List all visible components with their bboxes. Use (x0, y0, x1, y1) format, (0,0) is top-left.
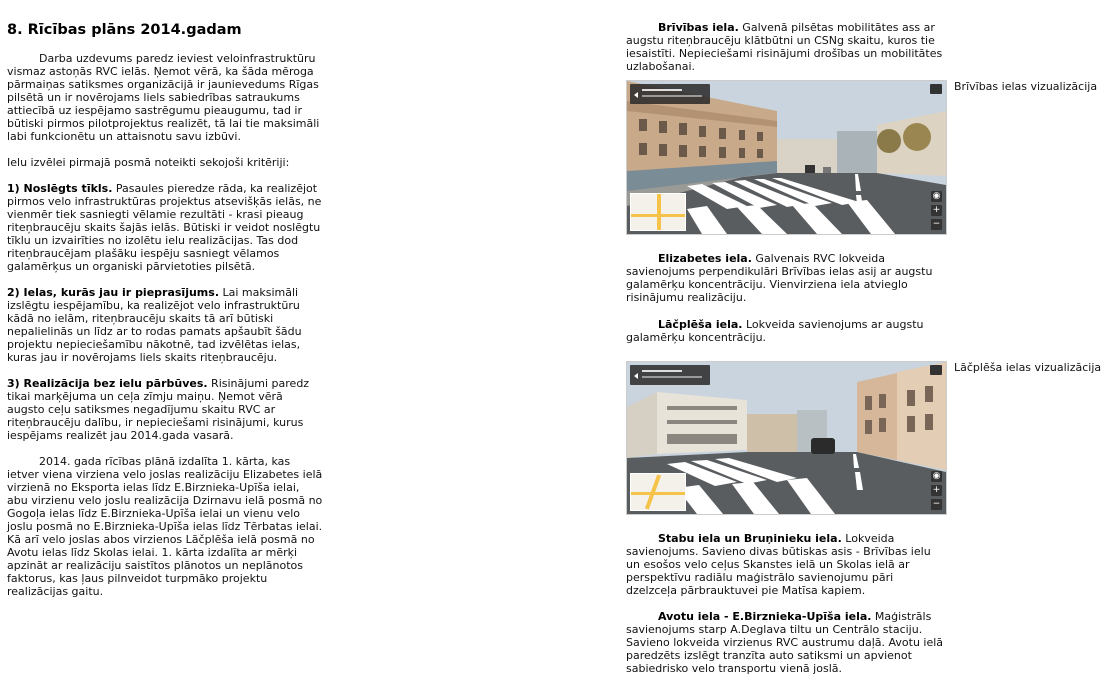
location-card (630, 84, 710, 104)
left-column (7, 52, 323, 598)
compass-icon[interactable]: ◉ (932, 191, 941, 201)
street-avotu-text: Maģistrāls savienojums starp A.Deglava tiltu un Centrālo staciju. Savieno lokveida virzienus RVC austrumu daļā. Avotu ielā paredzēts izslēgt tranzīta auto satiksmi un apvienot sabiedrisko velo transportu vienā joslā. (626, 610, 944, 675)
page-title: 8. Rīcības plāns 2014.gadam (7, 22, 242, 38)
back-arrow-icon[interactable] (634, 92, 638, 98)
street-lacplesa-text: Lokveida savienojums ar augstu galamērķu koncentrāciju. (626, 318, 924, 344)
street-brivibas (626, 21, 944, 73)
compass-icon[interactable]: ◉ (932, 471, 941, 481)
intro-paragraph: Darba uzdevums paredz ieviest veloinfrastruktūru vismaz astoņās RVC ielās. Ņemot vērā, ka šāda mēroga pārmaiņas satiksmes organizācijā ir jaunievedums Rīgas pilsētā un ir novērojams liels sabiedrības satraukums attiecībā uz iespējamo sastrēgumu pieaugumu, tad ir būtiski pirmos pilotprojektus realizēt, tā lai tie maksimāli labi funkcionētu un attaisnotu savu izbūvi. (7, 52, 320, 143)
street-stabu-name: Stabu iela un Bruņinieku iela. (658, 532, 842, 545)
street-elizabetes-text: Galvenais RVC lokveida savienojums perpendikulāri Brīvības ielas asij ar augstu galamērķu koncentrāciju. Vienvirziena iela atvieglo risinājumu realizāciju. (626, 252, 933, 304)
closing-paragraph: 2014. gada rīcības plānā izdalīta 1. kārta, kas ietver viena virziena velo joslas realizāciju Elizabetes ielā virzienā no Eksporta ielas līdz E.Birznieka-Upīša ielai, abu virzienu velo joslu realizācija Dzirnavu ielā posmā no Gogoļa ielas līdz E.Birznieka-Upīša ielai un vienu velo joslu posmā no E.Birznieka-Upīša ielas līdz Tērbatas ielai. Kā arī velo joslas abos virzienos Lāčplēša ielā posmā no Avotu ielas līdz Skolas ielai. 1. kārta izdalīta ar mērķi apzināt ar realizāciju saistītos plānotos un neplānotos faktorus, kas ļaus pilnveidot turpmāko projektu realizācijas gaitu. (7, 455, 323, 598)
criterion-1-title: 1) Noslēgts tīkls. (7, 182, 113, 195)
location-card (630, 365, 710, 385)
street-elizabetes-name: Elizabetes iela. (658, 252, 752, 265)
camera-icon[interactable] (930, 365, 942, 375)
street-view-image-brivibas (626, 80, 947, 235)
minimap[interactable] (630, 473, 686, 511)
criterion-1 (7, 182, 323, 273)
criterion-3-text: Risinājumi paredz tikai marķējuma un ceļa zīmju maiņu. Ņemot vērā augsto ceļu satiksmes negadījumu skaitu RVC ar riteņbraucēju dalību, ir nepieciešami risinājumi, kurus iespējams realizēt jau 2014.gada vasarā. (7, 377, 310, 442)
criterion-3-title: 3) Realizācija bez ielu pārbūves. (7, 377, 208, 390)
criterion-3 (7, 377, 323, 442)
criterion-2-text: Lai maksimāli izslēgtu iespējamību, ka realizējot velo infrastruktūru kādā no ielām, riteņbraucēju skaits tā arī būtiski nepalielinās un līdz ar to rodas pamats apšaubīt šādu projektu nepieciešamību nākotnē, tad izvēlētas ielas, kuras jau ir novērojams liels skaits riteņbraucēju. (7, 286, 302, 364)
street-stabu-bruninieku (626, 532, 944, 597)
street-lacplesa (626, 318, 944, 344)
criterion-1-text: Pasaules pieredze rāda, ka realizējot pirmos velo infrastruktūras projektus atsevišķās ielās, ne vienmēr tiek sasniegti vēlamie rezultāti - krasi pieaug riteņbraucēju skaits šajās ielās. Būtiski ir veidot noslēgtu tīklu un izvairīties no izolētu ielu realizācijas. Tas dod riteņbraucējam plašāku iespēju sasniegt vēlamos galamērķus un organiski pārvietoties pilsētā. (7, 182, 322, 273)
street-stabu-text: Lokveida savienojums. Savieno divas būtiskas asis - Brīvības ielu un esošos velo ceļus Skanstes ielā un Skolas ielā ar perspektīvu radiālu maģistrālo savienojumu pāri dzelzceļa pārbrauktuvei pie Matīsa kapiem. (626, 532, 931, 597)
zoom-in-button[interactable]: + (932, 205, 941, 215)
street-view-image-lacplesa (626, 361, 947, 515)
minimap[interactable] (630, 193, 686, 231)
image-caption-brivibas: Brīvības ielas vizualizācija (954, 80, 1098, 93)
street-avotu-name: Avotu iela - E.Birznieka-Upīša iela. (658, 610, 872, 623)
criterion-2-title: 2) Ielas, kurās jau ir pieprasījums. (7, 286, 219, 299)
zoom-out-button[interactable]: − (932, 499, 941, 509)
street-avotu-birznieka (626, 610, 944, 675)
criterion-2 (7, 286, 323, 364)
street-brivibas-text: Galvenā pilsētas mobilitātes ass ar augstu riteņbraucēju klātbūtni un CSNg skaitu, kuros tie iesaistīti. Nepieciešami risinājumi drošības un mobilitātes uzlabošanai. (626, 21, 943, 73)
street-brivibas-name: Brīvības iela. (658, 21, 739, 34)
camera-icon[interactable] (930, 84, 942, 94)
criteria-intro: Ielu izvēlei pirmajā posmā noteikti sekojoši kritēriji: (7, 156, 290, 169)
street-lacplesa-name: Lāčplēša iela. (658, 318, 743, 331)
zoom-controls (931, 191, 942, 230)
street-elizabetes (626, 252, 944, 304)
zoom-controls (931, 471, 942, 510)
zoom-out-button[interactable]: − (932, 219, 941, 229)
back-arrow-icon[interactable] (634, 373, 638, 379)
image-caption-lacplesa: Lāčplēša ielas vizualizācija (954, 361, 1102, 374)
zoom-in-button[interactable]: + (932, 485, 941, 495)
